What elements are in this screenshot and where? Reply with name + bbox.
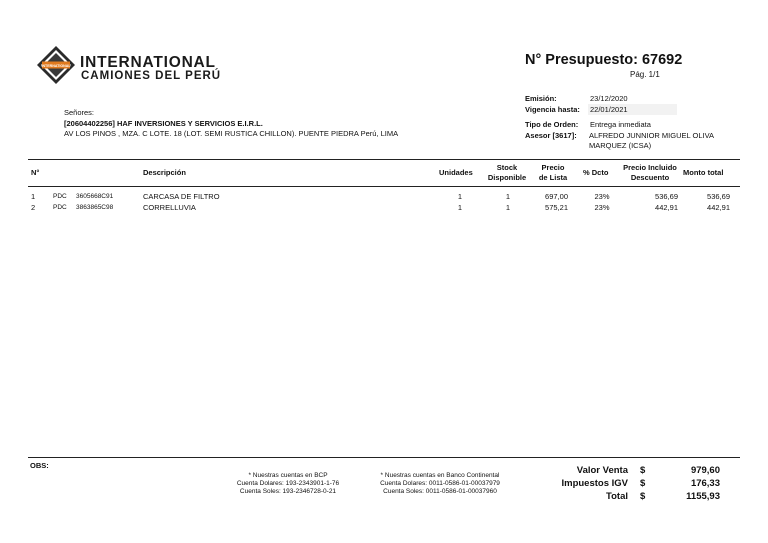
row-discount: 23% <box>594 192 610 201</box>
total-label: Total <box>606 491 628 502</box>
table-top-rule <box>28 159 740 160</box>
vigencia-value: 22/01/2021 <box>590 105 628 114</box>
quote-title: N° Presupuesto: 67692 <box>525 52 683 68</box>
col-header-discount: % Dcto <box>583 168 609 177</box>
col-header-stock-line1: Stock <box>496 163 518 172</box>
row-description: CORRELLUVIA <box>143 203 196 212</box>
row-stock: 1 <box>505 203 511 212</box>
brand-subtitle: CAMIONES DEL PERÚ <box>81 70 222 82</box>
continental-soles-account: Cuenta Soles: 0011-0586-01-00037960 <box>383 488 497 495</box>
continental-accounts <box>362 472 518 496</box>
tipo-orden-label: Tipo de Orden: <box>525 120 579 129</box>
total-value: 1155,93 <box>686 491 720 502</box>
row-list-price: 697,00 <box>545 192 568 201</box>
tax-currency: $ <box>640 478 646 489</box>
bcp-soles-account: Cuenta Soles: 193-2346728-0-21 <box>239 488 337 495</box>
brand-name: INTERNATIONAL <box>80 54 216 71</box>
row-units: 1 <box>457 203 462 212</box>
row-num: 2 <box>31 203 36 212</box>
bcp-accounts <box>218 472 358 496</box>
subtotal-value: 979,60 <box>690 465 720 476</box>
table-header-rule <box>28 186 740 187</box>
col-header-discounted-price <box>619 163 681 182</box>
row-brand: PDC <box>53 193 67 200</box>
col-header-discounted-price-line2: Descuento <box>630 172 670 182</box>
footer-rule <box>28 457 740 458</box>
client-name: [20604402256] HAF INVERSIONES Y SERVICIOS E.I.R.L. <box>64 119 263 128</box>
row-total: 536,69 <box>707 192 730 201</box>
continental-dollar-account: Cuenta Dolares: 0011-0586-01-00037979 <box>380 480 500 487</box>
row-discount: 23% <box>594 203 610 212</box>
col-header-description: Descripción <box>143 168 186 177</box>
bcp-title: * Nuestras cuentas en BCP <box>248 472 328 479</box>
row-total: 442,91 <box>707 203 730 212</box>
col-header-discounted-price-line1: Precio Incluido <box>623 163 677 172</box>
svg-text:INTERNATIONAL: INTERNATIONAL <box>41 63 71 68</box>
col-header-units: Unidades <box>439 168 473 177</box>
continental-title: * Nuestras cuentas en Banco Continental <box>380 472 500 479</box>
col-header-list-price-line2: de Lista <box>538 172 568 182</box>
vigencia-label: Vigencia hasta: <box>525 105 580 114</box>
tax-value: 176,33 <box>690 478 720 489</box>
subtotal-label: Valor Venta <box>576 465 628 476</box>
row-num: 1 <box>31 192 36 201</box>
row-code: 3863865C98 <box>76 204 114 211</box>
row-description: CARCASA DE FILTRO <box>143 192 220 201</box>
emision-label: Emisión: <box>525 94 557 103</box>
total-currency: $ <box>640 491 646 502</box>
row-units: 1 <box>457 192 462 201</box>
row-discounted-price: 442,91 <box>655 203 678 212</box>
asesor-label: Asesor [3617]: <box>525 131 577 140</box>
tipo-orden-value: Entrega inmediata <box>590 120 651 129</box>
col-header-num: N° <box>31 168 40 177</box>
client-address: AV LOS PINOS , MZA. C LOTE. 18 (LOT. SEMI RUSTICA CHILLON). PUENTE PIEDRA Perú, LIMA <box>64 129 399 138</box>
col-header-stock <box>482 163 532 182</box>
obs-label: OBS: <box>30 461 49 470</box>
col-header-list-price-line1: Precio <box>541 163 565 172</box>
subtotal-currency: $ <box>640 465 646 476</box>
tax-label: Impuestos IGV <box>561 478 628 489</box>
asesor-value: ALFREDO JUNNIOR MIGUEL OLIVA MARQUEZ (ICSA) <box>589 131 714 150</box>
row-brand: PDC <box>53 204 67 211</box>
col-header-list-price <box>534 163 572 182</box>
col-header-total: Monto total <box>683 168 724 177</box>
row-list-price: 575,21 <box>545 203 568 212</box>
company-logo <box>36 45 76 85</box>
client-label: Señores: <box>64 108 95 117</box>
row-code: 3605668C91 <box>76 193 114 200</box>
row-stock: 1 <box>505 192 511 201</box>
bcp-dollar-account: Cuenta Dolares: 193-2343901-1-76 <box>236 480 340 487</box>
col-header-stock-line2: Disponible <box>487 172 527 182</box>
emision-value: 23/12/2020 <box>590 94 628 103</box>
page-number: Pág. 1/1 <box>630 70 660 79</box>
international-logo-icon <box>36 45 76 85</box>
row-discounted-price: 536,69 <box>655 192 678 201</box>
